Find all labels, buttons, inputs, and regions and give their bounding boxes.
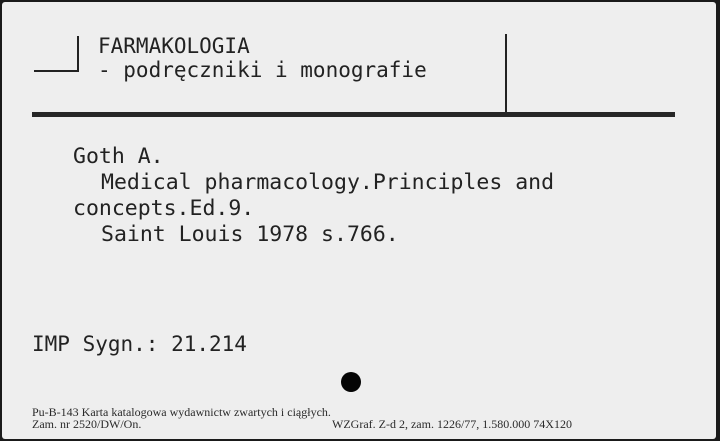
heading-box-right-rule xyxy=(505,34,507,114)
printer-order-number: Zam. nr 2520/DW/On. xyxy=(32,417,142,431)
entry-title: Medical pharmacology.Principles and xyxy=(101,170,555,195)
printer-imprint-line-1: Pu-B-143 Karta katalogowa wydawnictw zwartych i ciągłych. xyxy=(32,405,331,419)
subject-subdivision: - podręczniki i monografie xyxy=(98,58,427,82)
heading-bracket-horizontal xyxy=(34,70,79,72)
printer-imprint-line-2: WZGraf. Z-d 2, zam. 1226/77, 1.580.000 74X120 xyxy=(332,417,572,431)
subject-heading: FARMAKOLOGIA xyxy=(98,34,250,58)
entry-imprint: Saint Louis 1978 s.766. xyxy=(101,222,399,247)
heading-bracket-vertical xyxy=(77,36,79,72)
entry-author: Goth A. xyxy=(73,144,164,169)
heading-divider-rule xyxy=(32,112,675,117)
call-number: IMP Sygn.: 21.214 xyxy=(32,332,247,356)
entry-title-continued: concepts.Ed.9. xyxy=(73,196,255,221)
catalog-card xyxy=(2,2,716,439)
card-punch-hole xyxy=(341,372,361,392)
